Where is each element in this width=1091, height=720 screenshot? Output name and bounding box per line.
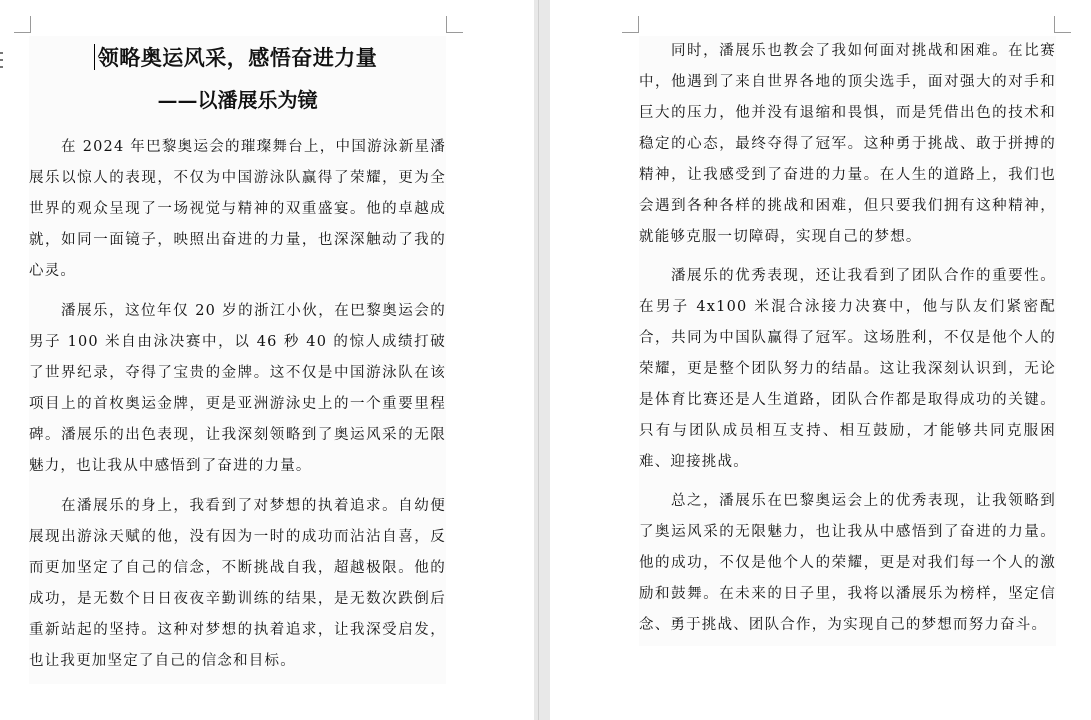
page-1[interactable] — [0, 0, 534, 720]
paragraph: 潘展乐，这位年仅 20 岁的浙江小伙，在巴黎奥运会的男子 100 米自由泳决赛中，以 46 秒 40 的惊人成绩打破了世界纪录，夺得了宝贵的金牌。这不仅是中国游泳队在该项目上的首枚奥运金牌，更是亚洲游泳史上的一个重要里程碑。潘展乐的出色表现，让我深刻领略到了奥运风采的无限魅力，也让我从中感悟到了奋进的力量。 — [29, 303, 446, 474]
page-1-text-area[interactable] — [29, 36, 446, 684]
document-title-text: 领略奥运风采，感悟奋进力量 — [97, 45, 378, 70]
paragraph: 在 2024 年巴黎奥运会的璀璨舞台上，中国游泳新星潘展乐以惊人的表现，不仅为中国游泳队赢得了荣耀，更为全世界的观众呈现了一场视觉与精神的双重盛宴。他的卓越成就，如同一面镜子，映照出奋进的力量，也深深触动了我的心灵。 — [29, 139, 446, 279]
text-cursor — [94, 44, 95, 70]
paragraph: 总之，潘展乐在巴黎奥运会上的优秀表现，让我领略到了奥运风采的无限魅力，也让我从中感悟到了奋进的力量。他的成功，不仅是他个人的荣耀，更是对我们每一个人的激励和鼓舞。在未来的日子里，我将以潘展乐为榜样，坚定信念、勇于挑战、团队合作，为实现自己的梦想而努力奋斗。 — [639, 493, 1056, 633]
drag-handle-icon[interactable] — [0, 52, 4, 68]
page-divider — [538, 0, 539, 720]
paragraph: 潘展乐的优秀表现，还让我看到了团队合作的重要性。在男子 4x100 米混合泳接力决赛中，他与队友们紧密配合，共同为中国队赢得了冠军。这场胜利，不仅是他个人的荣耀，更是整个团队努力的结晶。这让我深刻认识到，无论是体育比赛还是人生道路，团队合作都是取得成功的关键。只有与团队成员相互支持、相互鼓励，才能够共同克服困难、迎接挑战。 — [639, 268, 1056, 470]
document-subtitle: ——以潘展乐为镜 — [157, 88, 318, 112]
crop-mark-top-left — [14, 16, 31, 33]
crop-mark-top-right — [446, 16, 463, 33]
document-title — [29, 36, 446, 79]
paragraph: 在潘展乐的身上，我看到了对梦想的执着追求。自幼便展现出游泳天赋的他，没有因为一时的成功而沾沾自喜，反而更加坚定了自己的信念，不断挑战自我，超越极限。他的成功，是无数个日日夜夜辛勤训练的结果，是无数次跌倒后重新站起的坚持。这种对梦想的执着追求，让我深受启发，也让我更加坚定了自己的信念和目标。 — [29, 498, 446, 669]
crop-mark-top-left — [622, 16, 639, 33]
paragraph: 同时，潘展乐也教会了我如何面对挑战和困难。在比赛中，他遇到了来自世界各地的顶尖选手，面对强大的对手和巨大的压力，他并没有退缩和畏惧，而是凭借出色的技术和稳定的心态，最终夺得了冠军。这种勇于挑战、敢于拼搏的精神，让我感受到了奋进的力量。在人生的道路上，我们也会遇到各种各样的挑战和困难，但只要我们拥有这种精神，就能够克服一切障碍，实现自己的梦想。 — [639, 43, 1056, 245]
crop-mark-top-right — [1054, 16, 1071, 33]
page-2-text-area[interactable] — [639, 36, 1056, 646]
